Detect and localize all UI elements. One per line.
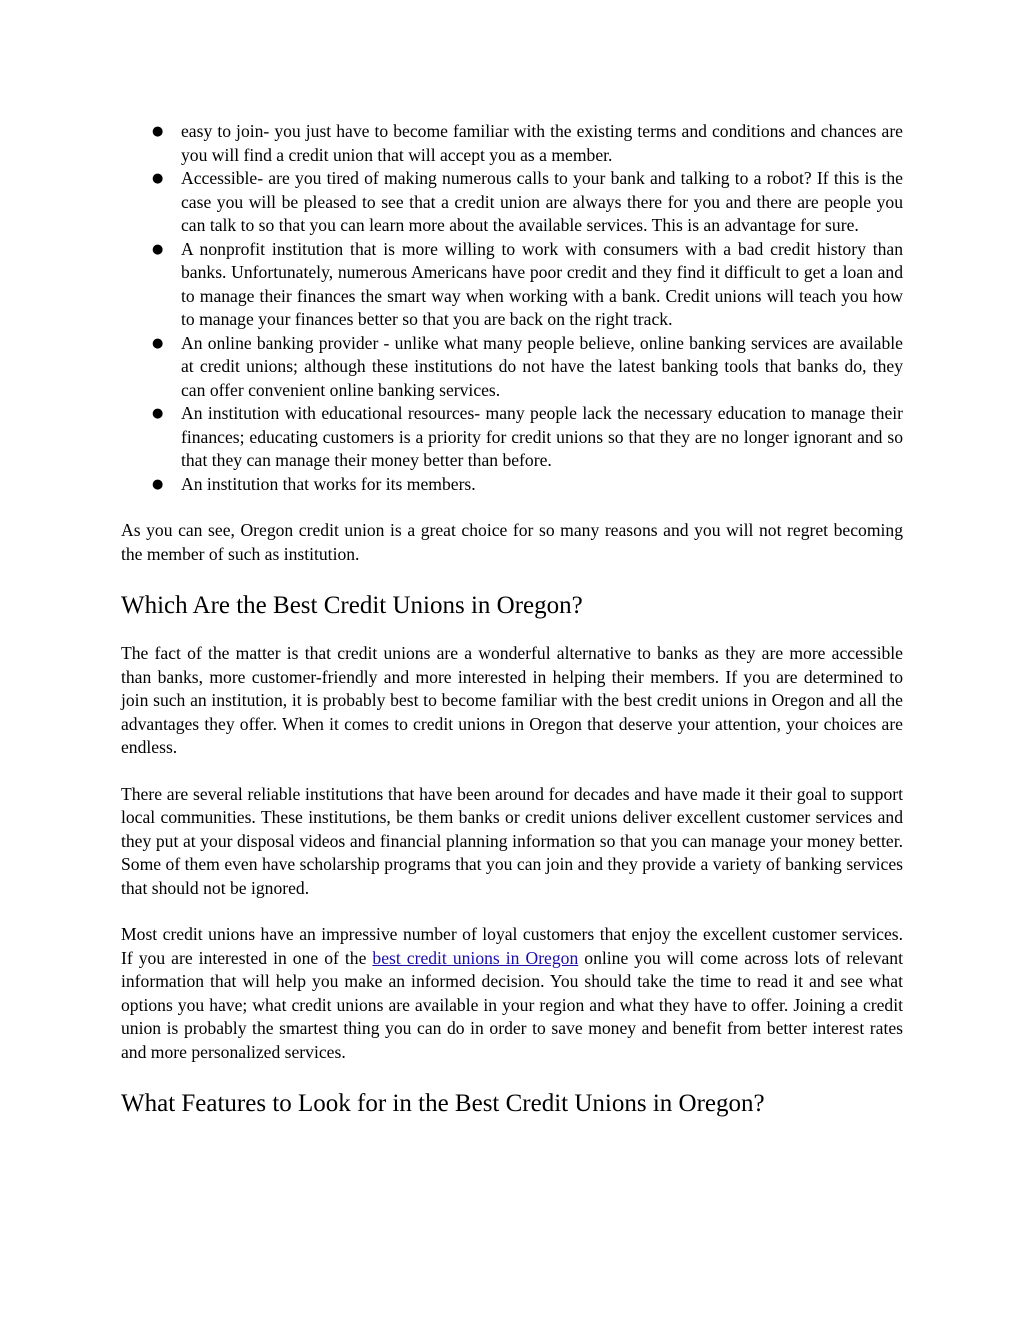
- paragraph-text: online you will come across lots of relevant information that will help you make an informed decision. You should take the time to read it and see what options you have; what credit unions are available in your region and what they have to offer. Joining a credit union is probably the smartest thing you can do in order to save money and benefit from better interest rates and more personalized services.: [121, 947, 903, 1062]
- list-item: [121, 473, 903, 497]
- conclusion-paragraph: As you can see, Oregon credit union is a great choice for so many reasons and you will not regret becoming the member of such as institution.: [121, 520, 903, 564]
- reliable-paragraph: There are several reliable institutions that have been around for decades and have made it their goal to support local communities. These institutions, be them banks or credit unions deliver excellent customer services and they put at your disposal videos and financial planning information so that you can manage your money better. Some of them even have scholarship programs that you can join and they provide a variety of banking services that should not be ignored.: [121, 783, 903, 898]
- section-heading-features: What Features to Look for in the Best Credit Unions in Oregon?: [121, 1090, 765, 1117]
- bullet-icon: ●: [152, 171, 164, 186]
- bullet-icon: ●: [152, 124, 164, 139]
- advantages-list: [121, 120, 903, 496]
- most-credit-unions-paragraph: [121, 923, 903, 1064]
- list-item-text: An online banking provider - unlike what many people believe, online banking services are available at credit unions; although these institutions do not have the latest banking tools that banks do, they can offer convenient online banking services.: [181, 332, 903, 400]
- list-item-text: easy to join- you just have to become familiar with the existing terms and conditions and chances are you will find a credit union that will accept you as a member.: [181, 121, 903, 165]
- list-item: [121, 120, 903, 167]
- bullet-icon: ●: [152, 476, 164, 492]
- list-item-text: An institution that works for its members.: [181, 473, 476, 494]
- bullet-icon: ●: [152, 241, 164, 257]
- fact-paragraph: The fact of the matter is that credit unions are a wonderful alternative to banks as they are more accessible than banks, more customer-friendly and more interested in helping their members. If you are determined to join such an institution, it is probably best to become familiar with the best credit unions in Oregon and all the advantages they offer. When it comes to credit unions in Oregon that deserve your attention, your choices are endless.: [121, 643, 903, 757]
- list-item: [121, 167, 903, 238]
- bullet-icon: ●: [152, 335, 164, 351]
- list-item-text: Accessible- are you tired of making numerous calls to your bank and talking to a robot? If this is the case you will be pleased to see that a credit union are always there for you and there are people you can talk to so that you can learn more about the available services. This is an advantage for sure.: [181, 168, 903, 235]
- list-item: [121, 238, 903, 332]
- section-heading-best: Which Are the Best Credit Unions in Oregon?: [121, 592, 583, 619]
- paragraph-text: Most credit unions have an impressive number of loyal customers that enjoy the excellent customer services. If you are interested in one of the: [121, 924, 903, 968]
- list-item-text: An institution with educational resources- many people lack the necessary education to manage their finances; educating customers is a priority for credit unions so that they are no longer ignorant and so that they can manage their money better than before.: [181, 403, 903, 470]
- bullet-icon: ●: [152, 406, 164, 421]
- best-credit-unions-link[interactable]: best credit unions in Oregon: [372, 947, 579, 968]
- list-item: [121, 402, 903, 473]
- document-page: [121, 120, 903, 1119]
- list-item-text: A nonprofit institution that is more willing to work with consumers with a bad credit history than banks. Unfortunately, numerous Americans have poor credit and they find it difficult to get a loan and to manage their finances the smart way when working with a bank. Credit unions will teach you how to manage your finances better so that you are back on the right track.: [181, 238, 903, 329]
- list-item: [121, 332, 903, 403]
